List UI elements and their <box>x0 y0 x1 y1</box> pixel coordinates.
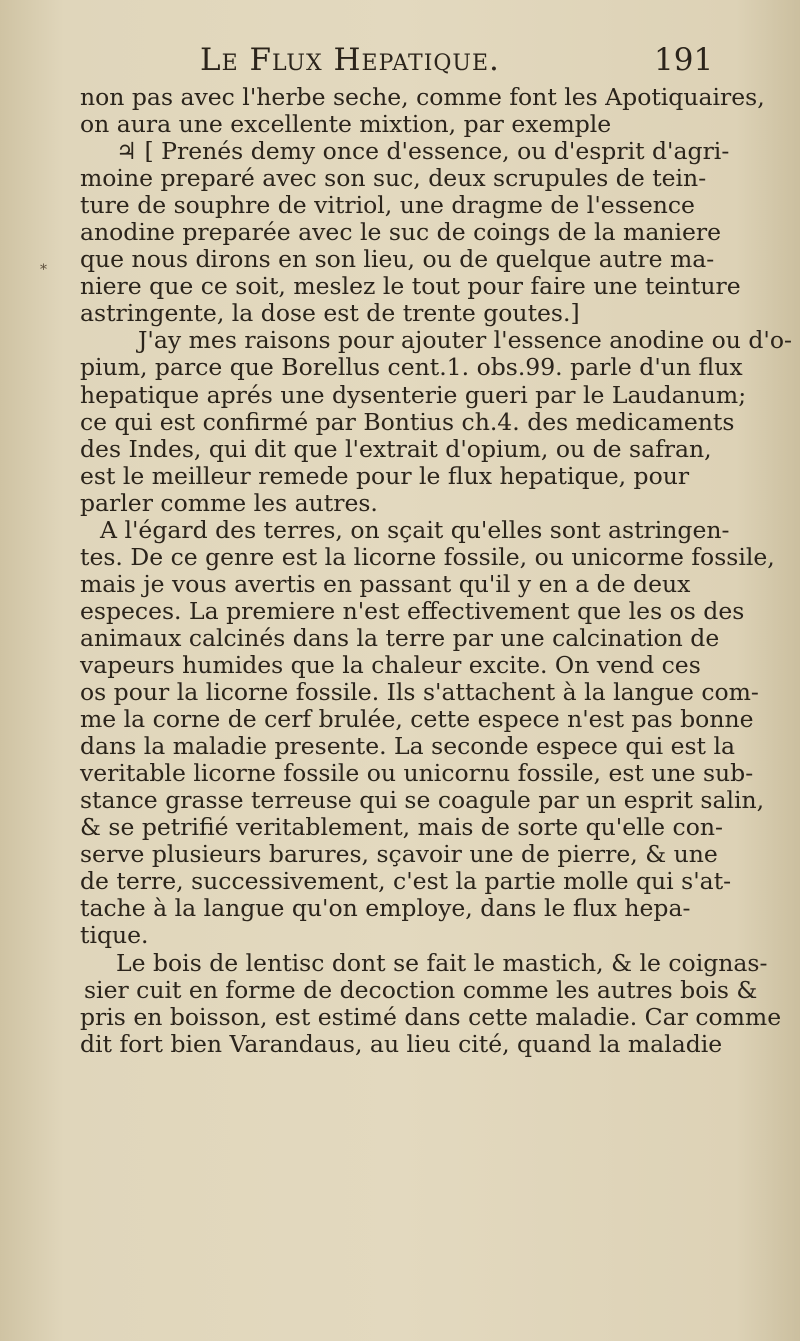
text-line: parler comme les autres. <box>80 488 378 517</box>
text-line: Le bois de lentisc dont se fait le mastich, & le coignas- <box>116 948 768 977</box>
text-line: os pour la licorne fossile. Ils s'attachent à la langue com- <box>80 678 759 707</box>
running-title: Le Flux Hepatique. <box>200 42 500 78</box>
text-line: tache à la langue qu'on employe, dans le flux hepa- <box>80 894 691 923</box>
text-line: hepatique aprés une dysenterie gueri par le Laudanum; <box>80 380 747 409</box>
text-line: dans la maladie presente. La seconde espece qui est la <box>80 732 735 761</box>
text-line: mais je vous avertis en passant qu'il y en a de deux <box>80 569 691 598</box>
text-line: pium, parce que Borellus cent.1. obs.99. parle d'un flux <box>80 353 743 382</box>
text-line: moine preparé avec son suc, deux scrupules de tein- <box>80 164 707 193</box>
text-line: especes. La premiere n'est effectivement que les os des <box>80 596 745 625</box>
text-line: A l'égard des terres, on sçait qu'elles sont astringen- <box>100 515 730 544</box>
text-line: que nous dirons en son lieu, ou de quelque autre ma- <box>80 245 715 274</box>
text-line: ce qui est confirmé par Bontius ch.4. des medicaments <box>80 407 735 436</box>
text-line: J'ay mes raisons pour ajouter l'essence anodine ou d'o- <box>138 326 792 355</box>
text-line: pris en boisson, est estimé dans cette maladie. Car comme <box>80 1002 782 1031</box>
text-line: veritable licorne fossile ou unicornu fossile, est une sub- <box>80 759 754 788</box>
text-line: non pas avec l'herbe seche, comme font les Apotiquaires, <box>80 83 765 111</box>
text-line: dit fort bien Varandaus, au lieu cité, quand la maladie <box>80 1029 723 1058</box>
text-line: ture de souphre de vitriol, une dragme de l'essence <box>80 191 695 220</box>
text-line: anodine preparée avec le suc de coings de la maniere <box>80 218 722 247</box>
page-number: 191 <box>654 42 714 78</box>
body-text <box>80 83 792 1058</box>
text-line: est le meilleur remede pour le flux hepatique, pour <box>80 461 690 490</box>
text-line: vapeurs humides que la chaleur excite. On vend ces <box>80 650 701 679</box>
text-line: serve plusieurs barures, sçavoir une de pierre, & une <box>80 840 718 869</box>
text-line: sier cuit en forme de decoction comme les autres bois & <box>84 975 758 1004</box>
text-line: ♃ [ Prenés demy once d'essence, ou d'esprit d'agri- <box>116 137 730 166</box>
text-line: & se petrifié veritablement, mais de sorte qu'elle con- <box>80 813 723 842</box>
text-line: me la corne de cerf brulée, cette espece n'est pas bonne <box>80 705 754 734</box>
text-line: astringente, la dose est de trente goutes.] <box>80 299 580 328</box>
text-line: de terre, successivement, c'est la partie molle qui s'at- <box>80 867 732 896</box>
margin-mark: * <box>40 262 47 278</box>
text-line: tique. <box>80 921 149 950</box>
text-line: des Indes, qui dit que l'extrait d'opium, ou de safran, <box>80 434 712 463</box>
text-line: stance grasse terreuse qui se coagule par un esprit salin, <box>80 786 765 815</box>
text-line: animaux calcinés dans la terre par une calcination de <box>80 623 720 652</box>
text-line: on aura une excellente mixtion, par exemple <box>80 110 612 139</box>
text-line: tes. De ce genre est la licorne fossile, ou unicorme fossile, <box>80 542 775 571</box>
text-line: niere que ce soit, meslez le tout pour faire une teinture <box>80 272 741 301</box>
